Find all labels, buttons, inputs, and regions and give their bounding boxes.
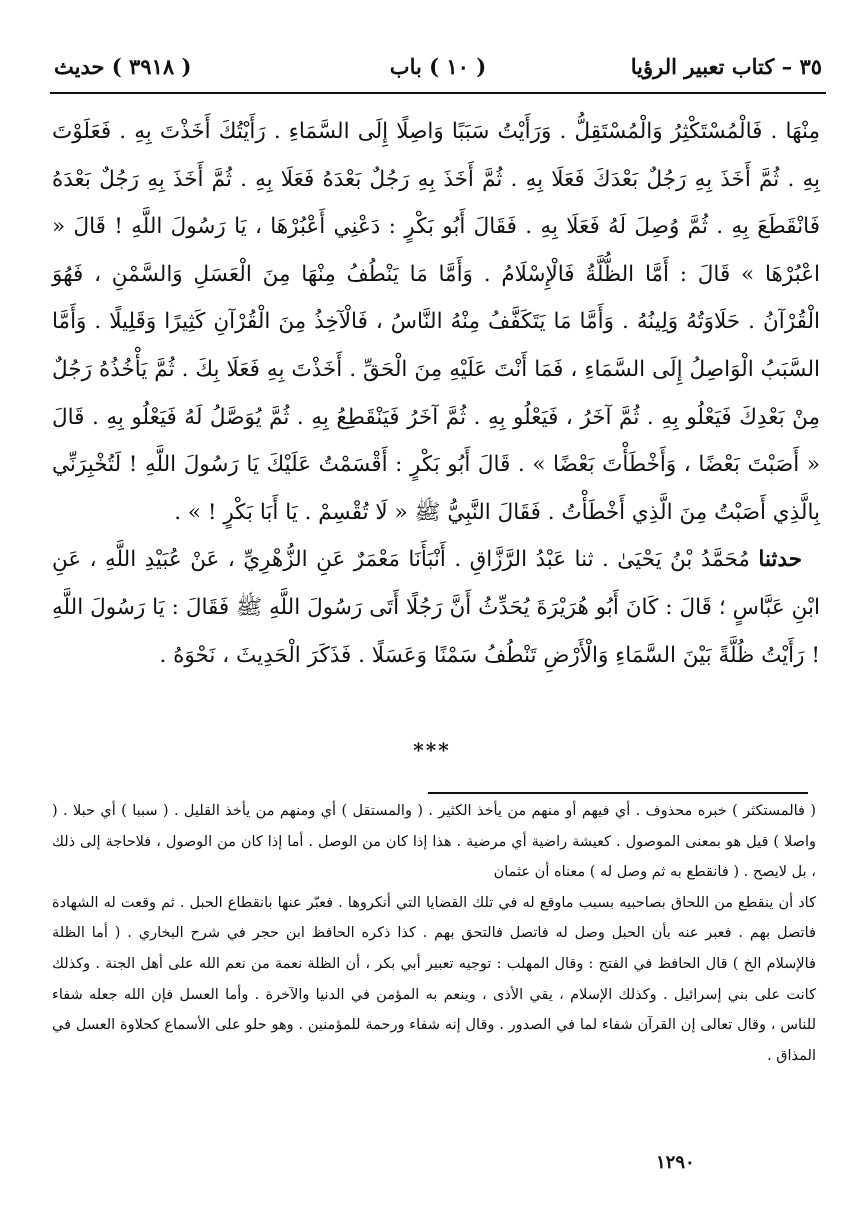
book-title: ٣٥ – كتاب تعبير الرؤيا — [630, 54, 822, 79]
chain-lead: حدثنا — [758, 547, 802, 573]
hadith-number: ( ٣٩١٨ ) حديث — [54, 54, 192, 79]
page-number: ١٢٩٠ — [656, 1152, 695, 1173]
footnotes — [52, 796, 816, 1071]
hadith-paragraph: مِنْهَا . فَالْمُسْتَكْثِرُ وَالْمُسْتَقِلُّ . وَرَأَيْتُ سَبَبًا وَاصِلًا إِلَى السَّمَاءِ . رَأَيْتُكَ أَخَذْتَ بِهِ . فَعَلَوْتَ بِهِ . ثُمَّ أَخَذَ بِهِ رَجُلٌ بَعْدَكَ فَعَلَا بِهِ . ثُمَّ أَخَذَ بِهِ رَجُلٌ بَعْدَهُ فَعَلَا بِهِ . ثُمَّ أَخَذَ بِهِ رَجُلٌ بَعْدَهُ فَانْقَطَعَ بِهِ . ثُمَّ وُصِلَ لَهُ فَعَلَا بِهِ . فَقَالَ أَبُو بَكْرٍ : دَعْنِي أَعْبُرْهَا ، يَا رَسُولَ اللَّهِ ! قَالَ « اعْبُرْهَا » قَالَ : أَمَّا الظُّلَّةُ فَالْإِسْلَامُ . وَأَمَّا مَا يَنْطُفُ مِنْهَا مِنَ الْعَسَلِ وَالسَّمْنِ ، فَهُوَ الْقُرْآنُ . حَلَاوَتُهُ وَلِينُهُ . وَأَمَّا مَا يَتَكَفَّفُ مِنْهُ النَّاسُ ، فَالْآخِذُ مِنَ الْقُرْآنِ كَثِيرًا وَقَلِيلًا . وَأَمَّا السَّبَبُ الْوَاصِلُ إِلَى السَّمَاءِ ، فَمَا أَنْتَ عَلَيْهِ مِنَ الْحَقِّ . أَخَذْتَ بِهِ فَعَلَا بِكَ . ثُمَّ يَأْخُذُهُ رَجُلٌ مِنْ بَعْدِكَ فَيَعْلُو بِهِ . ثُمَّ آخَرُ ، فَيَعْلُو بِهِ . ثُمَّ آخَرُ فَيَنْقَطِعُ بِهِ . ثُمَّ يُوَصَّلُ لَهُ فَيَعْلُو بِهِ . قَالَ « أَصَبْتَ بَعْضًا ، وَأَخْطَأْتَ بَعْضًا » . قَالَ أَبُو بَكْرٍ : أَقْسَمْتُ عَلَيْكَ يَا رَسُولَ اللَّهِ ! لَتُخْبِرَنِّي بِالَّذِي أَصَبْتُ مِنَ الَّذِي أَخْطَأْتُ . فَقَالَ النَّبِيُّ ﷺ « لَا تُقْسِمْ . يَا أَبَا بَكْرٍ ! » . — [52, 119, 820, 525]
footnote-para-1: ( فالمستكثر ) خبره محذوف . أي فيهم أو منهم من يأخذ الكثير . ( والمستقل ) أي ومنهم من يأخذ القليل . ( سببا ) أي حبلا . ( واصلا ) قيل هو بمعنى الموصول . كعيشة راضية أي مرضية . هذا إذا كان من الوصل . أما إذا كان من الوصول ، فلاحاجة إلى ذلك ، بل لايصح . ( فانقطع به ثم وصل له ) معناه أن عثمان — [52, 803, 816, 881]
hadith-paragraph-2 — [52, 536, 820, 679]
footnote-para-2: كاد أن ينقطع من اللحاق بصاحبيه بسبب ماوقع له في تلك القضايا التي أنكروها . فعبّر عنها بانقطاع الحبل . ثم وقعت له الشهادة فاتصل بهم . فعبر عنه بأن الحبل وصل له فاتصل فالتحق بهم . كذا ذكره الحافظ ابن حجر في شرح البخاري . ( أما الظلة فالإسلام الخ ) قال الحافظ في الفتح : وقال المهلب : توجيه تعبير أبي بكر ، أن الظلة نعمة من نعم الله على أهل الجنة . وكذلك كانت على بني إسرائيل . وكذلك الإسلام ، يقي الأذى ، وينعم به المؤمن في الدنيا والآخرة . وأما العسل فإن الله جعله شفاء للناس ، وقال تعالى إن القرآن شفاء لما في الصدور . وقال إنه شفاء ورحمة للمؤمنين . وهو حلو على الأسماع كحلاوة العسل في المذاق . — [52, 894, 816, 1064]
header-rule — [50, 92, 826, 94]
hadith-body: مُحَمَّدُ بْنُ يَحْيَىٰ . ثنا عَبْدُ الرَّزَّاقِ . أَنْبَأَنَا مَعْمَرٌ عَنِ الزُّهْرِيِّ ، عَنْ عُبَيْدِ اللَّهِ ، عَنِ ابْنِ عَبَّاسٍ ؛ قَالَ : كَانَ أَبُو هُرَيْرَةَ يُحَدِّثُ أَنَّ رَجُلًا أَتَى رَسُولَ اللَّهِ ﷺ فَقَالَ : يَا رَسُولَ اللَّهِ ! رَأَيْتُ ظُلَّةً بَيْنَ السَّمَاءِ وَالْأَرْضِ تَنْطُفُ سَمْنًا وَعَسَلًا . فَذَكَرَ الْحَدِيثَ ، نَحْوَهُ . — [52, 547, 820, 668]
footnote-rule — [428, 792, 808, 794]
page-header — [50, 52, 826, 88]
main-text — [52, 108, 820, 679]
section-separator: *** — [413, 738, 451, 762]
chapter-label: ( ١٠ ) باب — [389, 54, 487, 79]
